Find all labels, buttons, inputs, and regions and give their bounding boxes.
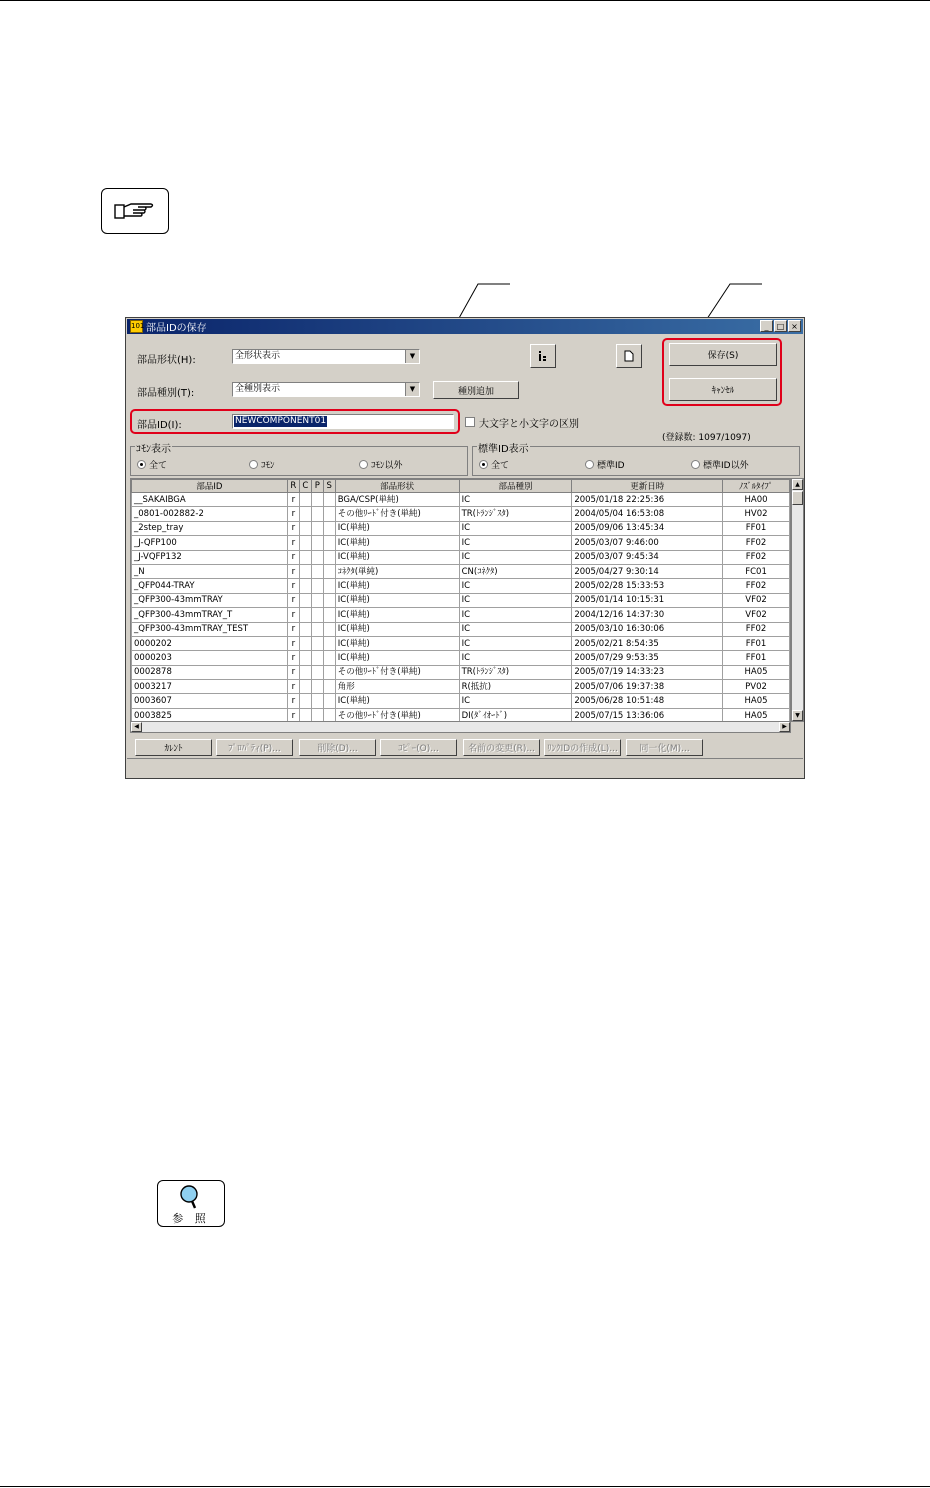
table-cell [299,579,311,593]
radio-dot [479,460,488,469]
table-cell: FC01 [723,564,790,578]
reference-icon [157,1180,225,1227]
table-cell [311,665,323,679]
table-cell [311,550,323,564]
scroll-right-icon[interactable]: ▶ [779,722,790,732]
table-cell: IC [459,550,572,564]
table-cell [299,521,311,535]
shape-combo-value: 全形状表示 [235,351,281,361]
table-cell [323,493,335,507]
shape-label: 部品形状(H): [137,355,196,366]
magnifier-icon [158,1181,224,1211]
table-cell: FF02 [723,550,790,564]
table-row[interactable] [132,665,790,679]
table-cell: 2005/07/06 19:37:38 [572,680,723,694]
table-cell [323,579,335,593]
radio-dot [691,460,700,469]
rename-button[interactable]: 名前の変更(R)... [463,739,540,756]
table-cell [299,636,311,650]
bottom-rule [0,1486,930,1487]
column-header[interactable]: 更新日時 [572,480,723,493]
table-cell [311,708,323,722]
table-cell: _QFP300-43mmTRAY_T [132,608,288,622]
table-cell: 2005/03/07 9:46:00 [572,536,723,550]
standard-radio-standard[interactable]: 標準ID [585,458,625,471]
table-cell: その他ﾘｰﾄﾞ付き(単純) [335,507,459,521]
table-cell: ｺﾈｸﾀ(単純) [335,564,459,578]
table-cell: IC(単純) [335,579,459,593]
table-cell [311,579,323,593]
table-cell [323,564,335,578]
table-row[interactable] [132,608,790,622]
standard-radio-non-standard[interactable]: 標準ID以外 [691,458,749,471]
radio-dot [585,460,594,469]
table-cell: VF02 [723,608,790,622]
table-cell: 0003217 [132,680,288,694]
table-cell: 2005/06/28 10:51:48 [572,694,723,708]
table-cell: _N [132,564,288,578]
table-cell [323,507,335,521]
table-cell [311,493,323,507]
table-cell [323,651,335,665]
table-cell: IC(単純) [335,593,459,607]
type-combo[interactable] [232,382,420,397]
radio-dot [359,460,368,469]
table-cell: 2004/05/04 16:53:08 [572,507,723,521]
delete-button[interactable]: 削除(D)... [299,739,376,756]
component-table[interactable] [130,478,791,722]
table-cell [323,665,335,679]
table-cell: 2005/03/07 9:45:34 [572,550,723,564]
table-cell: HV02 [723,507,790,521]
title-bar [127,319,803,334]
table-cell: CN(ｺﾈｸﾀ) [459,564,572,578]
table-cell [323,550,335,564]
table-cell: 0000203 [132,651,288,665]
table-cell [299,651,311,665]
table-cell: r [287,622,299,636]
table-cell: HA05 [723,665,790,679]
table-cell [323,622,335,636]
table-row[interactable] [132,564,790,578]
common-group-title: ｺﾓﾝ表示 [135,440,172,455]
table-cell: HA05 [723,694,790,708]
common-radio-non-common[interactable]: ｺﾓﾝ以外 [359,458,403,471]
table-row[interactable] [132,507,790,521]
table-cell: IC(単純) [335,536,459,550]
radio-dot [137,460,146,469]
table-row[interactable] [132,622,790,636]
minimize-button[interactable]: _ [760,320,773,332]
component-id-value: NEWCOMPONENT01 [235,416,327,426]
table-cell [299,608,311,622]
table-cell: IC [459,493,572,507]
table-cell [299,493,311,507]
table-cell: r [287,493,299,507]
table-cell [299,593,311,607]
table-cell: TR(ﾄﾗﾝｼﾞｽﾀ) [459,665,572,679]
id-highlight-box [130,409,460,434]
table-cell: _2step_tray [132,521,288,535]
table-cell: r [287,507,299,521]
common-radio-common[interactable]: ｺﾓﾝ [249,458,275,471]
table-cell [323,593,335,607]
table-cell: DI(ﾀﾞｲｵｰﾄﾞ) [459,708,572,722]
table-cell: IC [459,636,572,650]
table-cell: 0002878 [132,665,288,679]
table-cell: 2005/01/18 22:25:36 [572,493,723,507]
table-cell [311,521,323,535]
column-header[interactable]: ﾉｽﾞﾙﾀｲﾌﾟ [723,480,790,493]
table-cell [299,564,311,578]
table-cell: r [287,708,299,722]
buttons-highlight-box [662,338,782,406]
table-cell [311,593,323,607]
common-display-group [130,446,468,476]
save-button[interactable]: 保存(S) [669,343,777,366]
status-separator [127,758,803,759]
table-cell: FF01 [723,521,790,535]
table-cell [311,608,323,622]
table-cell: IC [459,608,572,622]
case-sensitive-checkbox[interactable] [465,417,475,427]
table-cell: 2005/01/14 10:15:31 [572,593,723,607]
table-row[interactable] [132,636,790,650]
standard-id-group [472,446,800,476]
table-row[interactable] [132,536,790,550]
table-cell: r [287,651,299,665]
column-header[interactable]: 部品種別 [459,480,572,493]
table-cell: IC(単純) [335,636,459,650]
table-cell [323,536,335,550]
table-cell [299,680,311,694]
table-cell: IC(単純) [335,521,459,535]
table-row[interactable] [132,493,790,507]
table-cell [323,680,335,694]
table-cell: r [287,593,299,607]
register-count: (登録数: 1097/1097) [662,433,751,443]
table-cell: 0003825 [132,708,288,722]
column-header[interactable]: S [323,480,335,493]
window-title: 部品IDの保存 [146,323,207,334]
table-cell: 0000202 [132,636,288,650]
table-cell: _J-QFP100 [132,536,288,550]
tree-view-button[interactable] [530,344,556,368]
table-cell: r [287,536,299,550]
horizontal-scrollbar[interactable] [130,721,791,733]
table-cell [323,636,335,650]
save-component-id-dialog [125,317,805,779]
document-icon [624,350,634,362]
type-combo-value: 全種別表示 [235,384,281,394]
table-cell: 2005/07/15 13:36:06 [572,708,723,722]
id-label: 部品ID(I): [137,420,182,431]
table-cell [311,636,323,650]
table-row[interactable] [132,521,790,535]
reference-label: 参 照 [172,1212,210,1225]
table-cell: r [287,665,299,679]
table-cell: IC [459,536,572,550]
table-cell: FF02 [723,622,790,636]
table-cell: HA05 [723,708,790,722]
table-cell: 2005/02/28 15:33:53 [572,579,723,593]
table-cell: 2005/09/06 13:45:34 [572,521,723,535]
table-cell: IC [459,579,572,593]
case-sensitive-label: 大文字と小文字の区別 [479,419,579,430]
table-cell: r [287,521,299,535]
table-cell [311,564,323,578]
table-cell [323,694,335,708]
scroll-down-icon[interactable]: ▼ [792,710,803,721]
table-row[interactable] [132,550,790,564]
table-cell: __SAKAIBGA [132,493,288,507]
table-cell: IC [459,622,572,636]
table-cell: 2005/07/19 14:33:23 [572,665,723,679]
table-cell: FF02 [723,579,790,593]
table-cell: その他ﾘｰﾄﾞ付き(単純) [335,708,459,722]
table-cell [311,694,323,708]
maximize-button[interactable]: □ [774,320,787,332]
table-cell: その他ﾘｰﾄﾞ付き(単純) [335,665,459,679]
vertical-scrollbar[interactable] [791,478,804,722]
table-header-row [132,480,790,493]
table-cell: r [287,636,299,650]
standard-radio-all[interactable]: 全て [479,458,509,471]
table-cell: _QFP300-43mmTRAY [132,593,288,607]
new-document-button[interactable] [616,344,642,368]
table-cell: TR(ﾄﾗﾝｼﾞｽﾀ) [459,507,572,521]
common-radio-all[interactable]: 全て [137,458,167,471]
scroll-left-icon[interactable]: ◀ [131,722,142,732]
properties-button[interactable]: ﾌﾟﾛﾊﾟﾃｨ(P)... [216,739,293,756]
table-cell [311,536,323,550]
table-cell: r [287,564,299,578]
table-cell: 角形 [335,680,459,694]
table-cell: PV02 [723,680,790,694]
table-cell: _J-VQFP132 [132,550,288,564]
chevron-down-icon[interactable]: ▼ [405,383,419,396]
table-cell [299,694,311,708]
table-cell [311,622,323,636]
table-cell: R(抵抗) [459,680,572,694]
table-cell [311,680,323,694]
standard-group-title: 標準ID表示 [477,440,530,455]
table-cell: 2005/03/10 16:30:06 [572,622,723,636]
table-cell: FF02 [723,536,790,550]
chevron-down-icon[interactable]: ▼ [405,350,419,363]
current-button[interactable]: ｶﾚﾝﾄ [135,739,212,756]
copy-button[interactable]: ｺﾋﾟｰ(O)... [380,739,457,756]
table-cell [299,622,311,636]
column-header[interactable]: R [287,480,299,493]
table-row[interactable] [132,579,790,593]
unify-button[interactable]: 同一化(M)... [626,739,703,756]
app-icon: 101 [130,320,143,333]
table-cell [299,507,311,521]
table-cell [299,550,311,564]
table-cell [299,708,311,722]
table-row[interactable] [132,651,790,665]
table-cell: _QFP300-43mmTRAY_TEST [132,622,288,636]
column-header[interactable]: C [299,480,311,493]
table-cell: VF02 [723,593,790,607]
shape-combo[interactable] [232,349,420,364]
type-label: 部品種別(T): [137,388,195,399]
tree-icon [538,350,548,362]
table-cell: FF01 [723,636,790,650]
scroll-up-icon[interactable]: ▲ [792,479,803,490]
table-cell: HA00 [723,493,790,507]
add-type-button[interactable]: 種別追加 [433,381,519,399]
table-cell: 0003607 [132,694,288,708]
table-row[interactable] [132,694,790,708]
table-cell: IC [459,694,572,708]
cancel-button[interactable]: ｷｬﾝｾﾙ [669,378,777,401]
table-cell: 2005/04/27 9:30:14 [572,564,723,578]
table-cell: IC [459,593,572,607]
column-header[interactable]: P [311,480,323,493]
table-row[interactable] [132,708,790,722]
table-cell [323,521,335,535]
table-cell: r [287,608,299,622]
table-cell: IC [459,521,572,535]
table-cell: 2004/12/16 14:37:30 [572,608,723,622]
table-cell: r [287,579,299,593]
table-cell: r [287,680,299,694]
table-cell: IC(単純) [335,608,459,622]
table-cell: 2005/07/29 9:53:35 [572,651,723,665]
table-cell: _QFP044-TRAY [132,579,288,593]
create-link-id-button[interactable]: ﾘﾝｸIDの作成(L)... [544,739,621,756]
table-cell [311,507,323,521]
table-cell: IC(単純) [335,694,459,708]
scroll-thumb[interactable] [792,491,803,505]
table-row[interactable] [132,593,790,607]
table-cell: IC(単純) [335,622,459,636]
table-cell [299,536,311,550]
table-cell: 2005/02/21 8:54:35 [572,636,723,650]
table-cell [311,651,323,665]
close-button[interactable]: × [788,320,801,332]
table-cell [299,665,311,679]
table-row[interactable] [132,680,790,694]
column-header[interactable]: 部品ID [132,480,288,493]
table-cell: _0801-002882-2 [132,507,288,521]
table-cell: IC(単純) [335,651,459,665]
table-cell: IC(単純) [335,550,459,564]
table-cell: BGA/CSP(単純) [335,493,459,507]
table-cell: IC [459,651,572,665]
table-cell: FF01 [723,651,790,665]
radio-dot [249,460,258,469]
column-header[interactable]: 部品形状 [335,480,459,493]
table-cell [323,708,335,722]
table-cell [323,608,335,622]
table-cell: r [287,550,299,564]
table-cell: r [287,694,299,708]
